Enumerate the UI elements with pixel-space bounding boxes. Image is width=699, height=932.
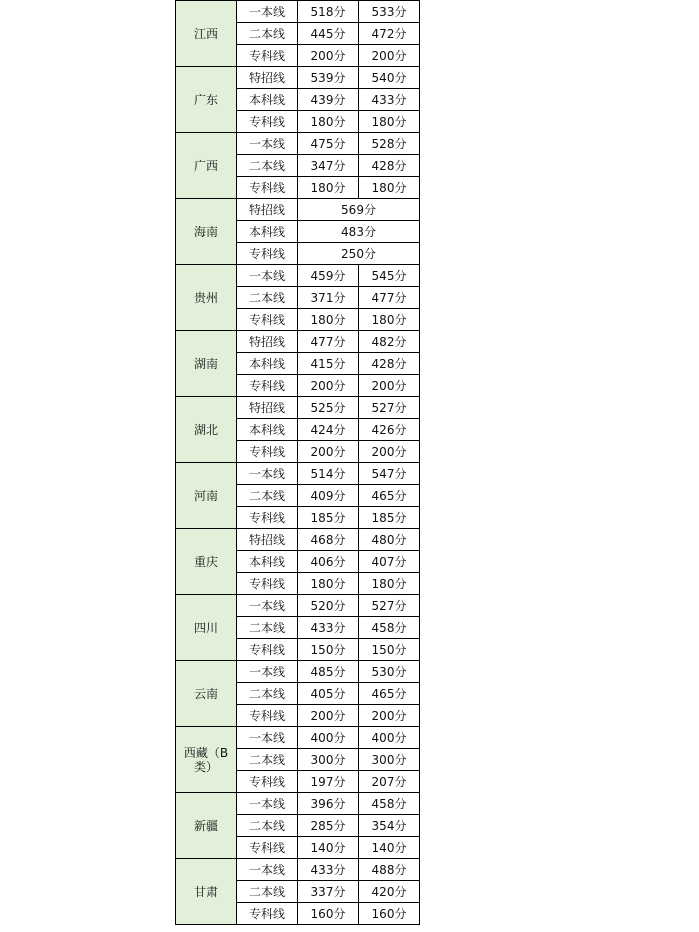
- line-type-cell: 二本线: [237, 881, 298, 903]
- score-cell: 482分: [359, 331, 420, 353]
- score-cell: 406分: [298, 551, 359, 573]
- score-cell: 354分: [359, 815, 420, 837]
- score-cell: 400分: [298, 727, 359, 749]
- line-type-cell: 二本线: [237, 815, 298, 837]
- score-cell: 160分: [298, 903, 359, 925]
- score-cell: 200分: [359, 441, 420, 463]
- table-row: [176, 133, 420, 155]
- score-cell: 347分: [298, 155, 359, 177]
- province-cell: 西藏（B类）: [176, 727, 237, 793]
- merged-score-cell: 483分: [298, 221, 420, 243]
- score-cell: 371分: [298, 287, 359, 309]
- score-cell: 547分: [359, 463, 420, 485]
- table-row: [176, 265, 420, 287]
- table-row: [176, 727, 420, 749]
- score-cell: 428分: [359, 353, 420, 375]
- score-cell: 200分: [298, 45, 359, 67]
- score-cell: 150分: [298, 639, 359, 661]
- score-cell: 337分: [298, 881, 359, 903]
- province-cell: 广西: [176, 133, 237, 199]
- score-cell: 527分: [359, 595, 420, 617]
- score-cell: 160分: [359, 903, 420, 925]
- score-cell: 140分: [298, 837, 359, 859]
- score-cell: 477分: [298, 331, 359, 353]
- score-cell: 180分: [298, 309, 359, 331]
- table-row: [176, 595, 420, 617]
- score-cell: 207分: [359, 771, 420, 793]
- score-cell: 465分: [359, 485, 420, 507]
- score-cell: 433分: [298, 859, 359, 881]
- score-cell: 514分: [298, 463, 359, 485]
- score-cell: 285分: [298, 815, 359, 837]
- score-cell: 180分: [298, 573, 359, 595]
- score-cell: 185分: [359, 507, 420, 529]
- score-cell: 180分: [298, 177, 359, 199]
- score-cell: 428分: [359, 155, 420, 177]
- line-type-cell: 一本线: [237, 1, 298, 23]
- score-cell: 200分: [298, 705, 359, 727]
- line-type-cell: 特招线: [237, 199, 298, 221]
- province-cell: 湖北: [176, 397, 237, 463]
- score-cell: 518分: [298, 1, 359, 23]
- score-cell: 458分: [359, 793, 420, 815]
- line-type-cell: 二本线: [237, 485, 298, 507]
- score-cell: 180分: [359, 111, 420, 133]
- province-cell: 新疆: [176, 793, 237, 859]
- line-type-cell: 专科线: [237, 375, 298, 397]
- score-cell: 420分: [359, 881, 420, 903]
- province-cell: 海南: [176, 199, 237, 265]
- province-cell: 重庆: [176, 529, 237, 595]
- score-cell: 445分: [298, 23, 359, 45]
- table-row: [176, 661, 420, 683]
- score-cell: 200分: [359, 45, 420, 67]
- score-cell: 400分: [359, 727, 420, 749]
- line-type-cell: 本科线: [237, 551, 298, 573]
- line-type-cell: 一本线: [237, 595, 298, 617]
- score-cell: 180分: [359, 309, 420, 331]
- table-row: [176, 859, 420, 881]
- score-cell: 433分: [298, 617, 359, 639]
- score-table: [175, 0, 420, 925]
- line-type-cell: 特招线: [237, 67, 298, 89]
- line-type-cell: 专科线: [237, 705, 298, 727]
- table-row: [176, 529, 420, 551]
- line-type-cell: 一本线: [237, 133, 298, 155]
- score-cell: 396分: [298, 793, 359, 815]
- line-type-cell: 一本线: [237, 265, 298, 287]
- score-cell: 528分: [359, 133, 420, 155]
- score-cell: 475分: [298, 133, 359, 155]
- line-type-cell: 本科线: [237, 353, 298, 375]
- score-table-container: [175, 0, 420, 925]
- line-type-cell: 专科线: [237, 177, 298, 199]
- line-type-cell: 本科线: [237, 419, 298, 441]
- province-cell: 湖南: [176, 331, 237, 397]
- score-cell: 200分: [298, 441, 359, 463]
- line-type-cell: 二本线: [237, 155, 298, 177]
- score-cell: 405分: [298, 683, 359, 705]
- line-type-cell: 二本线: [237, 287, 298, 309]
- score-cell: 485分: [298, 661, 359, 683]
- score-cell: 180分: [359, 573, 420, 595]
- line-type-cell: 一本线: [237, 793, 298, 815]
- line-type-cell: 专科线: [237, 573, 298, 595]
- score-cell: 465分: [359, 683, 420, 705]
- province-cell: 贵州: [176, 265, 237, 331]
- score-cell: 540分: [359, 67, 420, 89]
- table-row: [176, 793, 420, 815]
- score-cell: 533分: [359, 1, 420, 23]
- line-type-cell: 本科线: [237, 89, 298, 111]
- table-row: [176, 331, 420, 353]
- line-type-cell: 本科线: [237, 221, 298, 243]
- score-cell: 539分: [298, 67, 359, 89]
- score-cell: 545分: [359, 265, 420, 287]
- score-cell: 530分: [359, 661, 420, 683]
- score-cell: 409分: [298, 485, 359, 507]
- line-type-cell: 二本线: [237, 683, 298, 705]
- score-cell: 477分: [359, 287, 420, 309]
- province-cell: 广东: [176, 67, 237, 133]
- table-row: [176, 1, 420, 23]
- score-cell: 197分: [298, 771, 359, 793]
- score-cell: 407分: [359, 551, 420, 573]
- line-type-cell: 一本线: [237, 859, 298, 881]
- line-type-cell: 专科线: [237, 111, 298, 133]
- line-type-cell: 特招线: [237, 397, 298, 419]
- line-type-cell: 特招线: [237, 331, 298, 353]
- score-cell: 150分: [359, 639, 420, 661]
- province-cell: 四川: [176, 595, 237, 661]
- merged-score-cell: 569分: [298, 199, 420, 221]
- line-type-cell: 二本线: [237, 617, 298, 639]
- merged-score-cell: 250分: [298, 243, 420, 265]
- table-row: [176, 199, 420, 221]
- score-cell: 468分: [298, 529, 359, 551]
- score-cell: 520分: [298, 595, 359, 617]
- score-table-body: [176, 1, 420, 925]
- score-cell: 527分: [359, 397, 420, 419]
- line-type-cell: 专科线: [237, 45, 298, 67]
- score-cell: 525分: [298, 397, 359, 419]
- line-type-cell: 一本线: [237, 661, 298, 683]
- line-type-cell: 专科线: [237, 441, 298, 463]
- line-type-cell: 专科线: [237, 309, 298, 331]
- table-row: [176, 67, 420, 89]
- score-cell: 180分: [298, 111, 359, 133]
- table-row: [176, 463, 420, 485]
- line-type-cell: 专科线: [237, 837, 298, 859]
- score-cell: 185分: [298, 507, 359, 529]
- score-cell: 300分: [359, 749, 420, 771]
- score-cell: 459分: [298, 265, 359, 287]
- table-row: [176, 397, 420, 419]
- line-type-cell: 专科线: [237, 639, 298, 661]
- province-cell: 云南: [176, 661, 237, 727]
- score-cell: 140分: [359, 837, 420, 859]
- score-cell: 433分: [359, 89, 420, 111]
- score-cell: 472分: [359, 23, 420, 45]
- score-cell: 415分: [298, 353, 359, 375]
- score-cell: 200分: [298, 375, 359, 397]
- score-cell: 458分: [359, 617, 420, 639]
- score-cell: 439分: [298, 89, 359, 111]
- line-type-cell: 一本线: [237, 727, 298, 749]
- line-type-cell: 一本线: [237, 463, 298, 485]
- province-cell: 江西: [176, 1, 237, 67]
- line-type-cell: 特招线: [237, 529, 298, 551]
- line-type-cell: 二本线: [237, 23, 298, 45]
- score-cell: 426分: [359, 419, 420, 441]
- score-cell: 424分: [298, 419, 359, 441]
- score-cell: 480分: [359, 529, 420, 551]
- score-cell: 300分: [298, 749, 359, 771]
- line-type-cell: 二本线: [237, 749, 298, 771]
- line-type-cell: 专科线: [237, 771, 298, 793]
- score-cell: 488分: [359, 859, 420, 881]
- line-type-cell: 专科线: [237, 243, 298, 265]
- province-cell: 河南: [176, 463, 237, 529]
- line-type-cell: 专科线: [237, 507, 298, 529]
- score-cell: 180分: [359, 177, 420, 199]
- line-type-cell: 专科线: [237, 903, 298, 925]
- score-cell: 200分: [359, 375, 420, 397]
- score-cell: 200分: [359, 705, 420, 727]
- province-cell: 甘肃: [176, 859, 237, 925]
